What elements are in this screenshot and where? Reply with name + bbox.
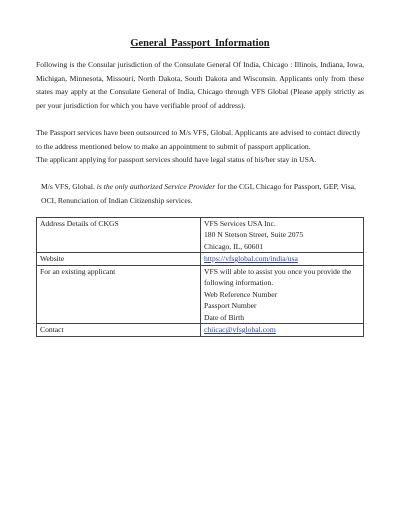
table-row [37,217,364,253]
address-line: Chicago, IL, 60601 [204,241,264,251]
info-line: Web Reference Number [204,289,278,299]
table-row [37,265,364,324]
website-cell [201,253,364,266]
existing-applicant-cell [201,265,364,324]
vfs-prefix: M/s VFS, Global. [41,182,97,192]
spacer [36,167,364,181]
contact-table [36,217,364,337]
document-page [36,38,364,337]
page-title: General Passport Information [130,38,270,49]
table-row [37,324,364,337]
vfs-paragraph [36,180,364,207]
spacer [36,112,364,126]
info-line: Passport Number [204,301,257,311]
vfs-emphasis: is the only authorized Service Provider [96,182,216,192]
vfs-suffix: for the CGI, Chicago for Passport, GEP, Visa, OCI, Renunciation of Indian Citizenship services. [41,182,356,205]
legal-status-paragraph: The applicant applying for passport services should have legal status of his/her stay in USA. [36,155,317,165]
row-label: For an existing applicant [37,265,201,324]
table-row [37,253,364,266]
address-cell [201,217,364,253]
outsourced-paragraph: The Passport services have been outsourced to M/s VFS, Global. Applicants are advised to contact directly to the address mentioned below to make an appointment to submit of passport application. [36,127,361,151]
info-line: Date of Birth [204,312,245,322]
address-line: VFS Services USA Inc. [204,218,276,228]
contact-cell [201,324,364,337]
info-line: VFS will able to assist you once you provide the following information. [204,266,352,288]
row-label: Address Details of CKGS [37,217,201,253]
row-label: Website [37,253,201,266]
jurisdiction-paragraph: Following is the Consular jurisdiction of the Consulate General Of India, Chicago : Illinois, Indiana, Iowa, Michigan, Minnesota, Missouri, North Dakota, South Dakota and Wisconsin. Applicants only from these states may apply at the Consulate General of India, Chicago through VFS Global (Please apply strictly as per your jurisdiction for which you have verifiable proof of address). [36,60,364,110]
website-link[interactable]: https://vfsglobal.com/india/usa [204,254,298,264]
contact-email-link[interactable]: chiicac@vfsglobal.com [204,325,276,335]
address-line: 180 N Stetson Street, Suite 2075 [204,230,304,240]
row-label: Contact [37,324,201,337]
